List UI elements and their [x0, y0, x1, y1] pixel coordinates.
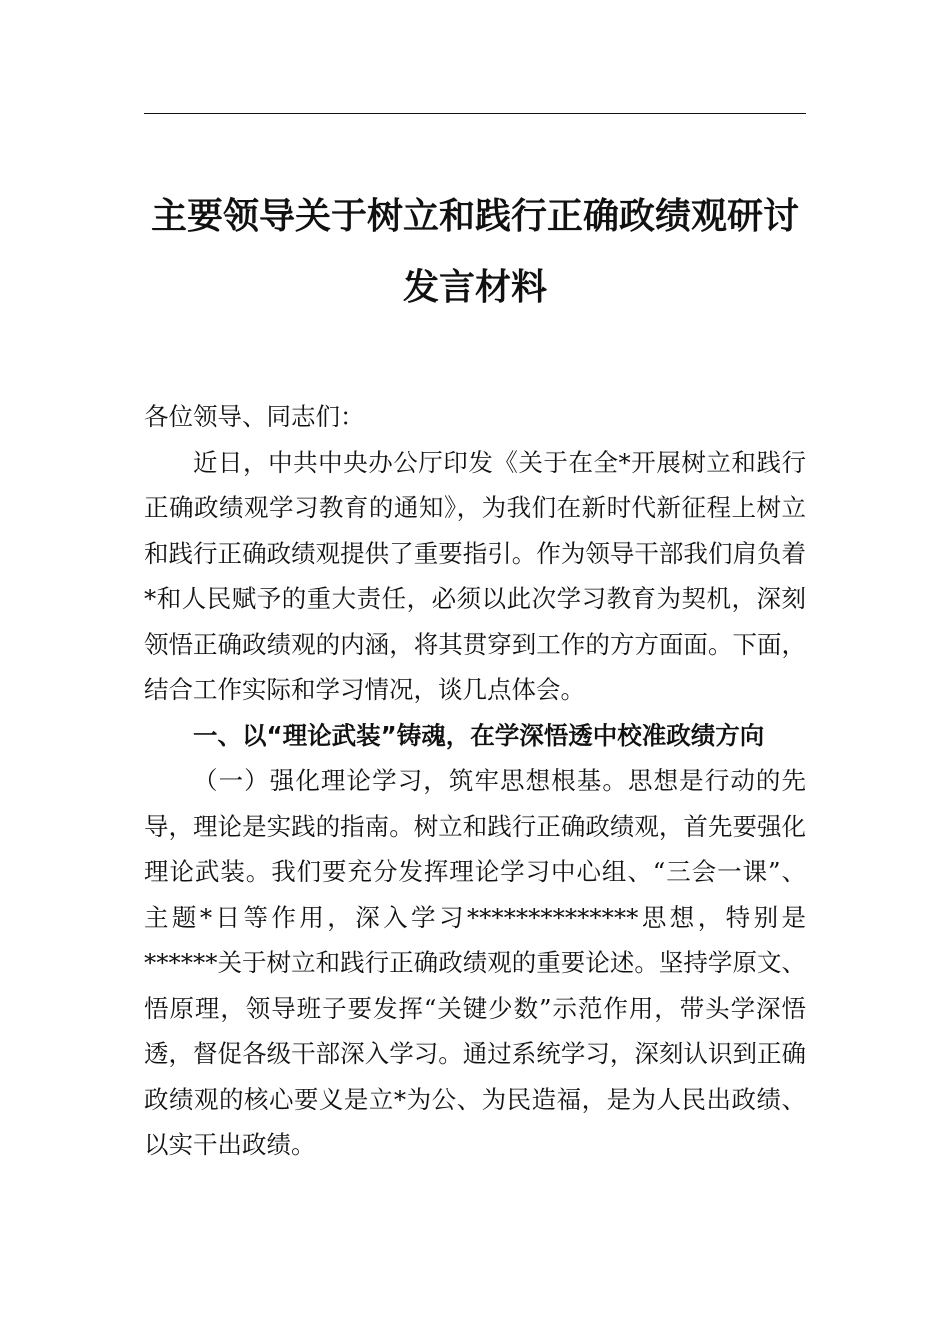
- subsection-paragraph-1: （一）强化理论学习，筑牢思想根基。思想是行动的先导，理论是实践的指南。树立和践行正确政绩观，首先要强化理论武装。我们要充分发挥理论学习中心组、“三会一课”、主题*日等作用，深入学习**************思想，特别是******关于树立和践行正确政绩观的重要论述。坚持学原文、悟原理，领导班子要发挥“关键少数”示范作用，带头学深悟透，督促各级干部深入学习。通过系统学习，深刻认识到正确政绩观的核心要义是立*为公、为民造福，是为人民出政绩、以实干出政绩。: [144, 766, 806, 1159]
- document-body: [144, 394, 806, 1168]
- intro-paragraph: 近日，中共中央办公厅印发《关于在全*开展树立和践行正确政绩观学习教育的通知》，为我们在新时代新征程上树立和践行正确政绩观提供了重要指引。作为领导干部我们肩负着*和人民赋予的重大责任，必须以此次学习教育为契机，深刻领悟正确政绩观的内涵，将其贯穿到工作的方方面面。下面，结合工作实际和学习情况，谈几点体会。: [144, 447, 806, 704]
- section-heading-1: 一、以“理论武装”铸魂，在学深悟透中校准政绩方向: [193, 720, 765, 750]
- document-title-line-2: 发言材料: [402, 267, 547, 308]
- document-title-line-1: 主要领导关于树立和践行正确政绩观研讨: [150, 196, 799, 237]
- header-rule: [144, 113, 806, 114]
- salutation: 各位领导、同志们：: [144, 402, 365, 431]
